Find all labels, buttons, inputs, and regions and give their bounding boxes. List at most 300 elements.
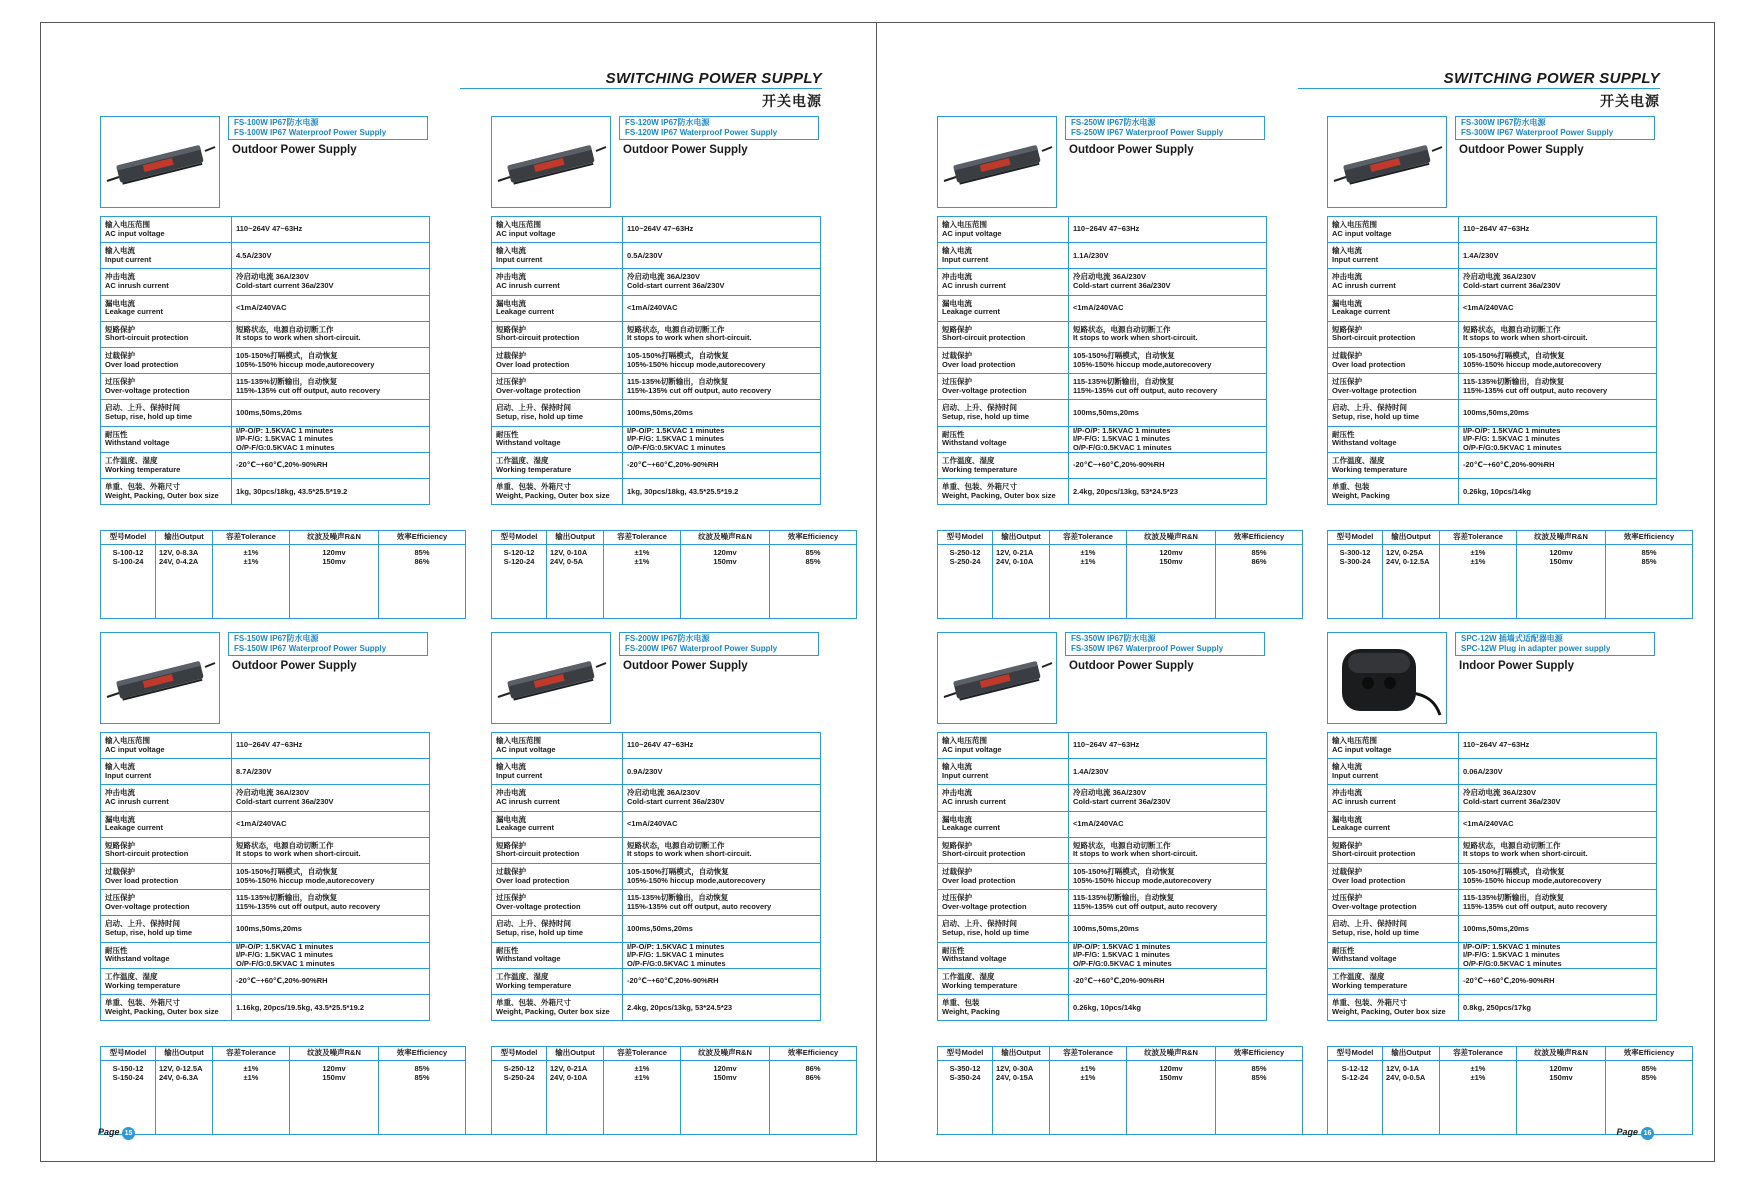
- product-title-cn: FS-250W IP67防水电源: [1071, 118, 1156, 127]
- output-header: 输出Output: [547, 1047, 604, 1061]
- spec-table: [937, 216, 1267, 505]
- spec-value: <1mA/240VAC: [1459, 811, 1657, 837]
- spec-value: <1mA/240VAC: [1069, 295, 1267, 321]
- ripple-header: 纹波及噪声R&N: [1517, 1047, 1606, 1061]
- spec-row-over-load: [492, 347, 821, 373]
- spec-label: 输入电压范围 AC input voltage: [492, 733, 623, 759]
- product-title-box: [619, 632, 819, 656]
- model-header-row: [938, 531, 1303, 545]
- spec-label: 启动、上升、保持时间 Setup, rise, hold up time: [492, 916, 623, 942]
- product-title-cn: FS-150W IP67防水电源: [234, 634, 319, 643]
- spec-value: <1mA/240VAC: [623, 811, 821, 837]
- spec-row-weight: [492, 995, 821, 1021]
- spec-value: 110~264V 47~63Hz: [1459, 217, 1657, 243]
- spec-value: 冷启动电流 36A/230V Cold-start current 36a/230V: [623, 785, 821, 811]
- spec-value: 115-135%切断输出，自动恢复 115%-135% cut off output, auto recovery: [1069, 890, 1267, 916]
- model-header: 型号Model: [492, 531, 547, 545]
- spec-label: 短路保护 Short-circuit protection: [938, 837, 1069, 863]
- spec-value: 110~264V 47~63Hz: [1069, 733, 1267, 759]
- product-photo: [491, 632, 611, 724]
- spec-row-setup-time: [938, 916, 1267, 942]
- spec-value: 100ms,50ms,20ms: [623, 916, 821, 942]
- model-header: 型号Model: [101, 1047, 156, 1061]
- spec-row-ac-input: [938, 733, 1267, 759]
- spec-label: 漏电电流 Leakage current: [492, 295, 623, 321]
- spec-row-short-circuit: [101, 837, 430, 863]
- spec-value: 冷启动电流 36A/230V Cold-start current 36a/230V: [1069, 785, 1267, 811]
- spec-label: 耐压性 Withstand voltage: [492, 426, 623, 453]
- output-header: 输出Output: [156, 531, 213, 545]
- product-title-box: [228, 116, 428, 140]
- model-body-row: [492, 545, 857, 619]
- spec-row-withstand: [1328, 426, 1657, 453]
- output-header: 输出Output: [993, 531, 1050, 545]
- model-table: [937, 1046, 1303, 1135]
- product-title-box: [1065, 116, 1265, 140]
- spec-label: 输入电流 Input current: [492, 243, 623, 269]
- efficiency-cell: 85% 85%: [1606, 545, 1693, 619]
- spec-row-short-circuit: [492, 837, 821, 863]
- model-header-row: [101, 1047, 466, 1061]
- product-photo: [937, 116, 1057, 208]
- ripple-cell: 120mv 150mv: [1517, 1061, 1606, 1135]
- led-driver-image: [101, 633, 219, 723]
- product-title-en: FS-150W IP67 Waterproof Power Supply: [234, 644, 387, 653]
- product-title-box: [619, 116, 819, 140]
- spec-row-weight: [938, 995, 1267, 1021]
- spec-label: 单重、包装、外箱尺寸 Weight, Packing, Outer box size: [492, 995, 623, 1021]
- output-header: 输出Output: [1383, 1047, 1440, 1061]
- spec-row-inrush: [492, 269, 821, 295]
- spec-value: 105-150%打嗝模式，自动恢复 105%-150% hiccup mode,autorecovery: [1459, 863, 1657, 889]
- efficiency-header: 效率Efficiency: [379, 531, 466, 545]
- spec-row-inrush: [1328, 269, 1657, 295]
- spec-value: 105-150%打嗝模式，自动恢复 105%-150% hiccup mode,autorecovery: [232, 347, 430, 373]
- spec-row-setup-time: [492, 400, 821, 426]
- product-type: Outdoor Power Supply: [1069, 660, 1194, 672]
- ripple-header: 纹波及噪声R&N: [1127, 1047, 1216, 1061]
- output-cell: 12V, 0-21A 24V, 0-10A: [993, 545, 1050, 619]
- spec-row-leakage: [1328, 295, 1657, 321]
- spec-value: 短路状态，电源自动切断工作 It stops to work when short-circuit.: [232, 837, 430, 863]
- spec-label: 输入电压范围 AC input voltage: [938, 217, 1069, 243]
- led-driver-image: [492, 117, 610, 207]
- model-table: [937, 530, 1303, 619]
- spec-row-input-current: [492, 759, 821, 785]
- spec-label: 输入电压范围 AC input voltage: [1328, 733, 1459, 759]
- model-table: [100, 530, 466, 619]
- spec-value: -20℃~+60℃,20%-90%RH: [1069, 453, 1267, 479]
- spec-label: 输入电压范围 AC input voltage: [101, 733, 232, 759]
- tolerance-cell: ±1% ±1%: [1440, 1061, 1517, 1135]
- spec-label: 冲击电流 AC inrush current: [101, 269, 232, 295]
- spec-value: 105-150%打嗝模式，自动恢复 105%-150% hiccup mode,autorecovery: [623, 347, 821, 373]
- spec-value: 100ms,50ms,20ms: [1069, 400, 1267, 426]
- output-cell: 12V, 0-21A 24V, 0-10A: [547, 1061, 604, 1135]
- spec-value: I/P-O/P: 1.5KVAC 1 minutes I/P-F/G: 1.5KVAC 1 minutes O/P-F/G:0.5KVAC 1 minutes: [232, 942, 430, 969]
- model-table: [1327, 1046, 1693, 1135]
- tolerance-cell: ±1% ±1%: [604, 1061, 681, 1135]
- spec-value: 冷启动电流 36A/230V Cold-start current 36a/230V: [1459, 269, 1657, 295]
- spec-value: 0.26kg, 10pcs/14kg: [1069, 995, 1267, 1021]
- spec-row-weight: [1328, 995, 1657, 1021]
- spec-label: 过载保护 Over load protection: [1328, 347, 1459, 373]
- spec-row-withstand: [101, 426, 430, 453]
- output-cell: 12V, 0-12.5A 24V, 0-6.3A: [156, 1061, 213, 1135]
- spec-value: 100ms,50ms,20ms: [232, 400, 430, 426]
- model-header: 型号Model: [1328, 1047, 1383, 1061]
- spec-table: [491, 216, 821, 505]
- tolerance-cell: ±1% ±1%: [213, 545, 290, 619]
- spec-label: 过载保护 Over load protection: [1328, 863, 1459, 889]
- spec-label: 漏电电流 Leakage current: [938, 295, 1069, 321]
- spec-row-withstand: [492, 942, 821, 969]
- output-header: 输出Output: [1383, 531, 1440, 545]
- spec-value: 冷启动电流 36A/230V Cold-start current 36a/230V: [1069, 269, 1267, 295]
- spec-row-weight: [492, 479, 821, 505]
- spec-table: [1327, 732, 1657, 1021]
- efficiency-cell: 85% 86%: [379, 545, 466, 619]
- spec-value: I/P-O/P: 1.5KVAC 1 minutes I/P-F/G: 1.5KVAC 1 minutes O/P-F/G:0.5KVAC 1 minutes: [1459, 942, 1657, 969]
- spec-row-short-circuit: [101, 321, 430, 347]
- spec-value: 2.4kg, 20pcs/13kg, 53*24.5*23: [623, 995, 821, 1021]
- spec-value: 110~264V 47~63Hz: [1069, 217, 1267, 243]
- model-body-row: [938, 545, 1303, 619]
- tolerance-header: 容差Tolerance: [604, 1047, 681, 1061]
- spec-label: 过载保护 Over load protection: [938, 347, 1069, 373]
- spec-row-over-load: [101, 347, 430, 373]
- spec-value: 115-135%切断输出，自动恢复 115%-135% cut off output, auto recovery: [1459, 374, 1657, 400]
- spec-row-temperature: [1328, 969, 1657, 995]
- spec-value: <1mA/240VAC: [232, 811, 430, 837]
- spec-label: 启动、上升、保持时间 Setup, rise, hold up time: [101, 916, 232, 942]
- spec-table: [100, 216, 430, 505]
- spec-label: 过压保护 Over-voltage protection: [492, 374, 623, 400]
- spec-value: I/P-O/P: 1.5KVAC 1 minutes I/P-F/G: 1.5KVAC 1 minutes O/P-F/G:0.5KVAC 1 minutes: [1069, 942, 1267, 969]
- spec-label: 工作温度、湿度 Working temperature: [492, 969, 623, 995]
- spec-label: 启动、上升、保持时间 Setup, rise, hold up time: [938, 400, 1069, 426]
- spec-row-withstand: [938, 426, 1267, 453]
- product-photo: [100, 116, 220, 208]
- spec-value: 100ms,50ms,20ms: [1459, 916, 1657, 942]
- spec-value: 4.5A/230V: [232, 243, 430, 269]
- product-title-cn: FS-200W IP67防水电源: [625, 634, 710, 643]
- spec-row-inrush: [1328, 785, 1657, 811]
- spec-row-ac-input: [1328, 217, 1657, 243]
- output-header: 输出Output: [156, 1047, 213, 1061]
- ripple-cell: 120mv 150mv: [1127, 545, 1216, 619]
- tolerance-header: 容差Tolerance: [1440, 1047, 1517, 1061]
- spec-label: 漏电电流 Leakage current: [938, 811, 1069, 837]
- spec-label: 过压保护 Over-voltage protection: [938, 374, 1069, 400]
- spec-row-over-load: [101, 863, 430, 889]
- output-header: 输出Output: [993, 1047, 1050, 1061]
- spec-label: 过载保护 Over load protection: [938, 863, 1069, 889]
- spec-label: 工作温度、湿度 Working temperature: [938, 453, 1069, 479]
- ripple-cell: 120mv 150mv: [290, 545, 379, 619]
- spec-label: 单重、包装、外箱尺寸 Weight, Packing, Outer box size: [101, 479, 232, 505]
- tolerance-cell: ±1% ±1%: [604, 545, 681, 619]
- efficiency-cell: 86% 86%: [770, 1061, 857, 1135]
- product-title-en: FS-200W IP67 Waterproof Power Supply: [625, 644, 778, 653]
- spec-label: 短路保护 Short-circuit protection: [1328, 837, 1459, 863]
- page-number: 15: [122, 1127, 135, 1140]
- spec-label: 耐压性 Withstand voltage: [938, 942, 1069, 969]
- spec-label: 耐压性 Withstand voltage: [101, 426, 232, 453]
- ripple-cell: 120mv 150mv: [681, 1061, 770, 1135]
- spec-value: 115-135%切断输出，自动恢复 115%-135% cut off output, auto recovery: [1069, 374, 1267, 400]
- spec-value: 0.06A/230V: [1459, 759, 1657, 785]
- spec-value: 冷启动电流 36A/230V Cold-start current 36a/230V: [1459, 785, 1657, 811]
- model-cell: S-120-12 S-120-24: [492, 545, 547, 619]
- product-title-box: [228, 632, 428, 656]
- ripple-header: 纹波及噪声R&N: [681, 531, 770, 545]
- tolerance-cell: ±1% ±1%: [1050, 1061, 1127, 1135]
- spec-row-withstand: [1328, 942, 1657, 969]
- model-body-row: [938, 1061, 1303, 1135]
- model-cell: S-12-12 S-12-24: [1328, 1061, 1383, 1135]
- page-label: Page: [98, 1127, 120, 1137]
- ripple-cell: 120mv 150mv: [1127, 1061, 1216, 1135]
- spec-row-over-voltage: [938, 374, 1267, 400]
- spec-row-input-current: [938, 759, 1267, 785]
- spec-label: 输入电压范围 AC input voltage: [1328, 217, 1459, 243]
- spec-value: 0.9A/230V: [623, 759, 821, 785]
- spec-row-over-load: [492, 863, 821, 889]
- spec-label: 单重、包装、外箱尺寸 Weight, Packing, Outer box size: [938, 479, 1069, 505]
- spec-label: 冲击电流 AC inrush current: [938, 269, 1069, 295]
- spec-value: 110~264V 47~63Hz: [232, 217, 430, 243]
- spec-row-short-circuit: [492, 321, 821, 347]
- spec-value: 短路状态，电源自动切断工作 It stops to work when short-circuit.: [623, 837, 821, 863]
- product-photo: [100, 632, 220, 724]
- led-driver-image: [1328, 117, 1446, 207]
- spec-value: 短路状态，电源自动切断工作 It stops to work when short-circuit.: [623, 321, 821, 347]
- spec-label: 工作温度、湿度 Working temperature: [492, 453, 623, 479]
- spec-label: 冲击电流 AC inrush current: [938, 785, 1069, 811]
- spec-row-input-current: [101, 759, 430, 785]
- spec-row-over-voltage: [492, 374, 821, 400]
- product-photo: [937, 632, 1057, 724]
- spec-row-leakage: [938, 811, 1267, 837]
- spec-row-setup-time: [1328, 916, 1657, 942]
- tolerance-header: 容差Tolerance: [213, 531, 290, 545]
- spec-label: 过载保护 Over load protection: [101, 863, 232, 889]
- model-table: [491, 530, 857, 619]
- spec-row-short-circuit: [1328, 321, 1657, 347]
- output-cell: 12V, 0-10A 24V, 0-5A: [547, 545, 604, 619]
- spec-value: 0.26kg, 10pcs/14kg: [1459, 479, 1657, 505]
- spec-value: 110~264V 47~63Hz: [623, 733, 821, 759]
- tolerance-header: 容差Tolerance: [1440, 531, 1517, 545]
- spec-row-withstand: [492, 426, 821, 453]
- output-cell: 12V, 0-8.3A 24V, 0-4.2A: [156, 545, 213, 619]
- product-title-cn: SPC-12W 插墙式适配器电源: [1461, 634, 1563, 643]
- spec-row-leakage: [101, 811, 430, 837]
- spec-row-over-load: [938, 863, 1267, 889]
- model-header-row: [1328, 1047, 1693, 1061]
- left-page-footer: [98, 1127, 816, 1141]
- spec-label: 漏电电流 Leakage current: [1328, 811, 1459, 837]
- efficiency-header: 效率Efficiency: [1216, 1047, 1303, 1061]
- tolerance-header: 容差Tolerance: [213, 1047, 290, 1061]
- spec-label: 耐压性 Withstand voltage: [492, 942, 623, 969]
- spec-label: 启动、上升、保持时间 Setup, rise, hold up time: [1328, 400, 1459, 426]
- tolerance-cell: ±1% ±1%: [213, 1061, 290, 1135]
- product-title-box: [1455, 632, 1655, 656]
- product-title-en: FS-350W IP67 Waterproof Power Supply: [1071, 644, 1224, 653]
- model-header: 型号Model: [492, 1047, 547, 1061]
- product-type: Outdoor Power Supply: [232, 660, 357, 672]
- spec-value: <1mA/240VAC: [1459, 295, 1657, 321]
- spec-row-setup-time: [938, 400, 1267, 426]
- spec-value: -20℃~+60℃,20%-90%RH: [1459, 453, 1657, 479]
- efficiency-header: 效率Efficiency: [1216, 531, 1303, 545]
- spec-row-over-voltage: [1328, 890, 1657, 916]
- spec-value: 冷启动电流 36A/230V Cold-start current 36a/230V: [232, 269, 430, 295]
- led-driver-image: [492, 633, 610, 723]
- spec-row-setup-time: [1328, 400, 1657, 426]
- spec-value: 短路状态，电源自动切断工作 It stops to work when short-circuit.: [1459, 321, 1657, 347]
- model-cell: S-300-12 S-300-24: [1328, 545, 1383, 619]
- spec-value: 0.5A/230V: [623, 243, 821, 269]
- right-page-footer: [936, 1127, 1654, 1141]
- spec-label: 漏电电流 Leakage current: [492, 811, 623, 837]
- spec-value: 105-150%打嗝模式，自动恢复 105%-150% hiccup mode,autorecovery: [1069, 863, 1267, 889]
- spec-row-setup-time: [101, 916, 430, 942]
- spec-value: 短路状态，电源自动切断工作 It stops to work when short-circuit.: [1069, 321, 1267, 347]
- spec-label: 启动、上升、保持时间 Setup, rise, hold up time: [492, 400, 623, 426]
- model-body-row: [101, 1061, 466, 1135]
- spec-row-ac-input: [492, 217, 821, 243]
- product-type: Outdoor Power Supply: [623, 144, 748, 156]
- model-header: 型号Model: [938, 1047, 993, 1061]
- spec-label: 输入电流 Input current: [101, 243, 232, 269]
- spec-label: 短路保护 Short-circuit protection: [492, 837, 623, 863]
- product-title-cn: FS-100W IP67防水电源: [234, 118, 319, 127]
- spec-row-weight: [101, 995, 430, 1021]
- efficiency-header: 效率Efficiency: [770, 1047, 857, 1061]
- efficiency-cell: 85% 85%: [770, 545, 857, 619]
- spec-row-over-voltage: [938, 890, 1267, 916]
- header-rule: [1298, 88, 1660, 89]
- spec-value: 1.4A/230V: [1459, 243, 1657, 269]
- spec-row-input-current: [101, 243, 430, 269]
- model-cell: S-250-12 S-250-24: [492, 1061, 547, 1135]
- plug-adapter-image: [1328, 633, 1446, 723]
- product-title-cn: FS-300W IP67防水电源: [1461, 118, 1546, 127]
- spec-label: 过压保护 Over-voltage protection: [492, 890, 623, 916]
- spec-label: 短路保护 Short-circuit protection: [1328, 321, 1459, 347]
- model-cell: S-250-12 S-250-24: [938, 545, 993, 619]
- model-header-row: [492, 1047, 857, 1061]
- spec-label: 过压保护 Over-voltage protection: [101, 890, 232, 916]
- spec-row-temperature: [101, 453, 430, 479]
- spec-row-input-current: [1328, 759, 1657, 785]
- tolerance-header: 容差Tolerance: [604, 531, 681, 545]
- spec-value: -20℃~+60℃,20%-90%RH: [1459, 969, 1657, 995]
- spec-row-inrush: [101, 785, 430, 811]
- spec-label: 输入电流 Input current: [101, 759, 232, 785]
- spec-label: 冲击电流 AC inrush current: [492, 785, 623, 811]
- spec-label: 耐压性 Withstand voltage: [1328, 942, 1459, 969]
- spec-row-weight: [938, 479, 1267, 505]
- spec-label: 冲击电流 AC inrush current: [101, 785, 232, 811]
- spec-label: 耐压性 Withstand voltage: [1328, 426, 1459, 453]
- product-title-en: FS-120W IP67 Waterproof Power Supply: [625, 128, 778, 137]
- spec-label: 工作温度、湿度 Working temperature: [1328, 969, 1459, 995]
- spec-label: 工作温度、湿度 Working temperature: [1328, 453, 1459, 479]
- spec-label: 输入电流 Input current: [938, 243, 1069, 269]
- spec-label: 单重、包装 Weight, Packing: [1328, 479, 1459, 505]
- spec-row-leakage: [101, 295, 430, 321]
- spec-value: 1kg, 30pcs/18kg, 43.5*25.5*19.2: [232, 479, 430, 505]
- spec-value: I/P-O/P: 1.5KVAC 1 minutes I/P-F/G: 1.5KVAC 1 minutes O/P-F/G:0.5KVAC 1 minutes: [623, 426, 821, 453]
- spec-value: 1.1A/230V: [1069, 243, 1267, 269]
- spec-label: 输入电流 Input current: [1328, 759, 1459, 785]
- spec-label: 耐压性 Withstand voltage: [101, 942, 232, 969]
- model-header-row: [101, 531, 466, 545]
- ripple-header: 纹波及噪声R&N: [1127, 531, 1216, 545]
- ripple-cell: 120mv 150mv: [1517, 545, 1606, 619]
- spec-label: 过载保护 Over load protection: [492, 863, 623, 889]
- spec-label: 工作温度、湿度 Working temperature: [101, 969, 232, 995]
- efficiency-cell: 85% 85%: [1606, 1061, 1693, 1135]
- model-body-row: [492, 1061, 857, 1135]
- spec-table: [491, 732, 821, 1021]
- spec-value: 8.7A/230V: [232, 759, 430, 785]
- product-photo: [491, 116, 611, 208]
- product-title-en: FS-250W IP67 Waterproof Power Supply: [1071, 128, 1224, 137]
- model-body-row: [1328, 1061, 1693, 1135]
- efficiency-cell: 85% 85%: [379, 1061, 466, 1135]
- spec-value: 115-135%切断输出，自动恢复 115%-135% cut off output, auto recovery: [623, 374, 821, 400]
- efficiency-cell: 85% 86%: [1216, 545, 1303, 619]
- spec-label: 启动、上升、保持时间 Setup, rise, hold up time: [938, 916, 1069, 942]
- spec-row-temperature: [1328, 453, 1657, 479]
- spec-row-temperature: [101, 969, 430, 995]
- spec-value: 冷启动电流 36A/230V Cold-start current 36a/230V: [623, 269, 821, 295]
- spec-row-over-load: [1328, 347, 1657, 373]
- spec-label: 单重、包装、外箱尺寸 Weight, Packing, Outer box size: [101, 995, 232, 1021]
- spec-value: 100ms,50ms,20ms: [232, 916, 430, 942]
- spec-row-temperature: [492, 969, 821, 995]
- spec-label: 输入电压范围 AC input voltage: [938, 733, 1069, 759]
- spec-value: 冷启动电流 36A/230V Cold-start current 36a/230V: [232, 785, 430, 811]
- spec-row-setup-time: [101, 400, 430, 426]
- product-type: Outdoor Power Supply: [232, 144, 357, 156]
- model-table: [1327, 530, 1693, 619]
- footer-rule: [140, 1134, 816, 1135]
- spec-row-short-circuit: [938, 321, 1267, 347]
- tolerance-cell: ±1% ±1%: [1050, 545, 1127, 619]
- led-driver-image: [938, 633, 1056, 723]
- spec-row-over-voltage: [101, 374, 430, 400]
- efficiency-header: 效率Efficiency: [1606, 1047, 1693, 1061]
- spec-row-input-current: [938, 243, 1267, 269]
- left-page-header: [460, 66, 822, 109]
- model-header-row: [492, 531, 857, 545]
- model-table: [491, 1046, 857, 1135]
- spec-value: 115-135%切断输出，自动恢复 115%-135% cut off output, auto recovery: [623, 890, 821, 916]
- header-rule: [460, 88, 822, 89]
- spec-row-temperature: [938, 969, 1267, 995]
- spec-value: 0.8kg, 250pcs/17kg: [1459, 995, 1657, 1021]
- spec-row-leakage: [938, 295, 1267, 321]
- page-fold: [876, 22, 877, 1162]
- product-title-box: [1455, 116, 1655, 140]
- spec-row-withstand: [101, 942, 430, 969]
